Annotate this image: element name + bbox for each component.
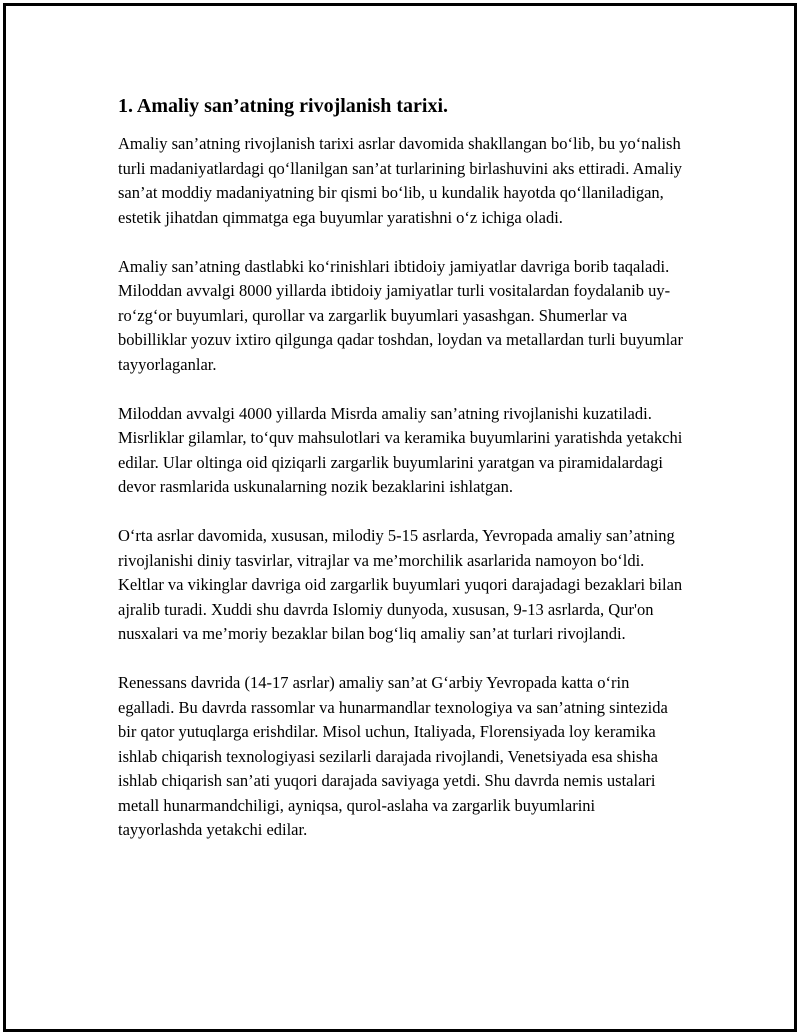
paragraph-1: Amaliy san’atning rivojlanish tarixi asrlar davomida shakllangan bo‘lib, bu yo‘nalish turli madaniyatlardagi qo‘llanilgan san’at turlarining birlashuvini aks ettiradi. Amaliy san’at moddiy madaniyatning bir qismi bo‘lib, u kundalik hayotda qo‘llaniladigan, estetik jihatdan qimmatga ega buyumlar yaratishni o‘z ichiga oladi.: [118, 134, 683, 227]
paragraph-3: Miloddan avvalgi 4000 yillarda Misrda amaliy san’atning rivojlanishi kuzatiladi. Misrliklar gilamlar, to‘quv mahsulotlari va keramika buyumlarini yaratishda yetakchi edilar. Ular oltinga oid qiziqarli zargarlik buyumlarini yaratgan va piramidalardagi devor rasmlarida uskunalarning nozik bezaklarini ishlatgan.: [118, 403, 683, 496]
paragraph-4: O‘rta asrlar davomida, xususan, milodiy 5-15 asrlarda, Yevropada amaliy san’atning rivojlanishi diniy tasvirlar, vitrajlar va me’morchilik asarlarida namoyon bo‘ldi. Keltlar va vikinglar davriga oid zargarlik buyumlari yuqori darajadagi bezaklari bilan ajralib turadi. Xuddi shu davrda Islomiy dunyoda, xususan, 9-13 asrlarda, Qur'on nusxalari va me’moriy bezaklar bilan bog‘liq amaliy san’at turlari rivojlandi.: [118, 526, 683, 643]
section-heading: 1. Amaliy san’atning rivojlanish tarixi.: [118, 95, 449, 117]
paragraph-5: Renessans davrida (14-17 asrlar) amaliy san’at G‘arbiy Yevropada katta o‘rin egalladi. Bu davrda rassomlar va hunarmandlar texnologiya va san’atning sintezida bir qator yutuqlarga erishdilar. Misol uchun, Italiyada, Florensiyada loy keramika ishlab chiqarish texnologiyasi sezilarli darajada rivojlandi, Venetsiyada esa shisha ishlab chiqarish san’ati yuqori darajada saviyaga yetdi. Shu davrda nemis ustalari metall hunarmandchiligi, ayniqsa, qurol-aslaha va zargarlik buyumlarini tayyorlashda yetakchi edilar.: [118, 673, 668, 839]
document-body: [118, 92, 683, 867]
paragraph-2: Amaliy san’atning dastlabki ko‘rinishlari ibtidoiy jamiyatlar davriga borib taqaladi. Miloddan avvalgi 8000 yillarda ibtidoiy jamiyatlar turli vositalardan foydalanib uy-ro‘zg‘or buyumlari, qurollar va zargarlik buyumlari yasashgan. Shumerlar va bobilliklar yozuv ixtiro qilgunga qadar toshdan, loydan va metallardan turli buyumlar tayyorlaganlar.: [118, 256, 683, 374]
